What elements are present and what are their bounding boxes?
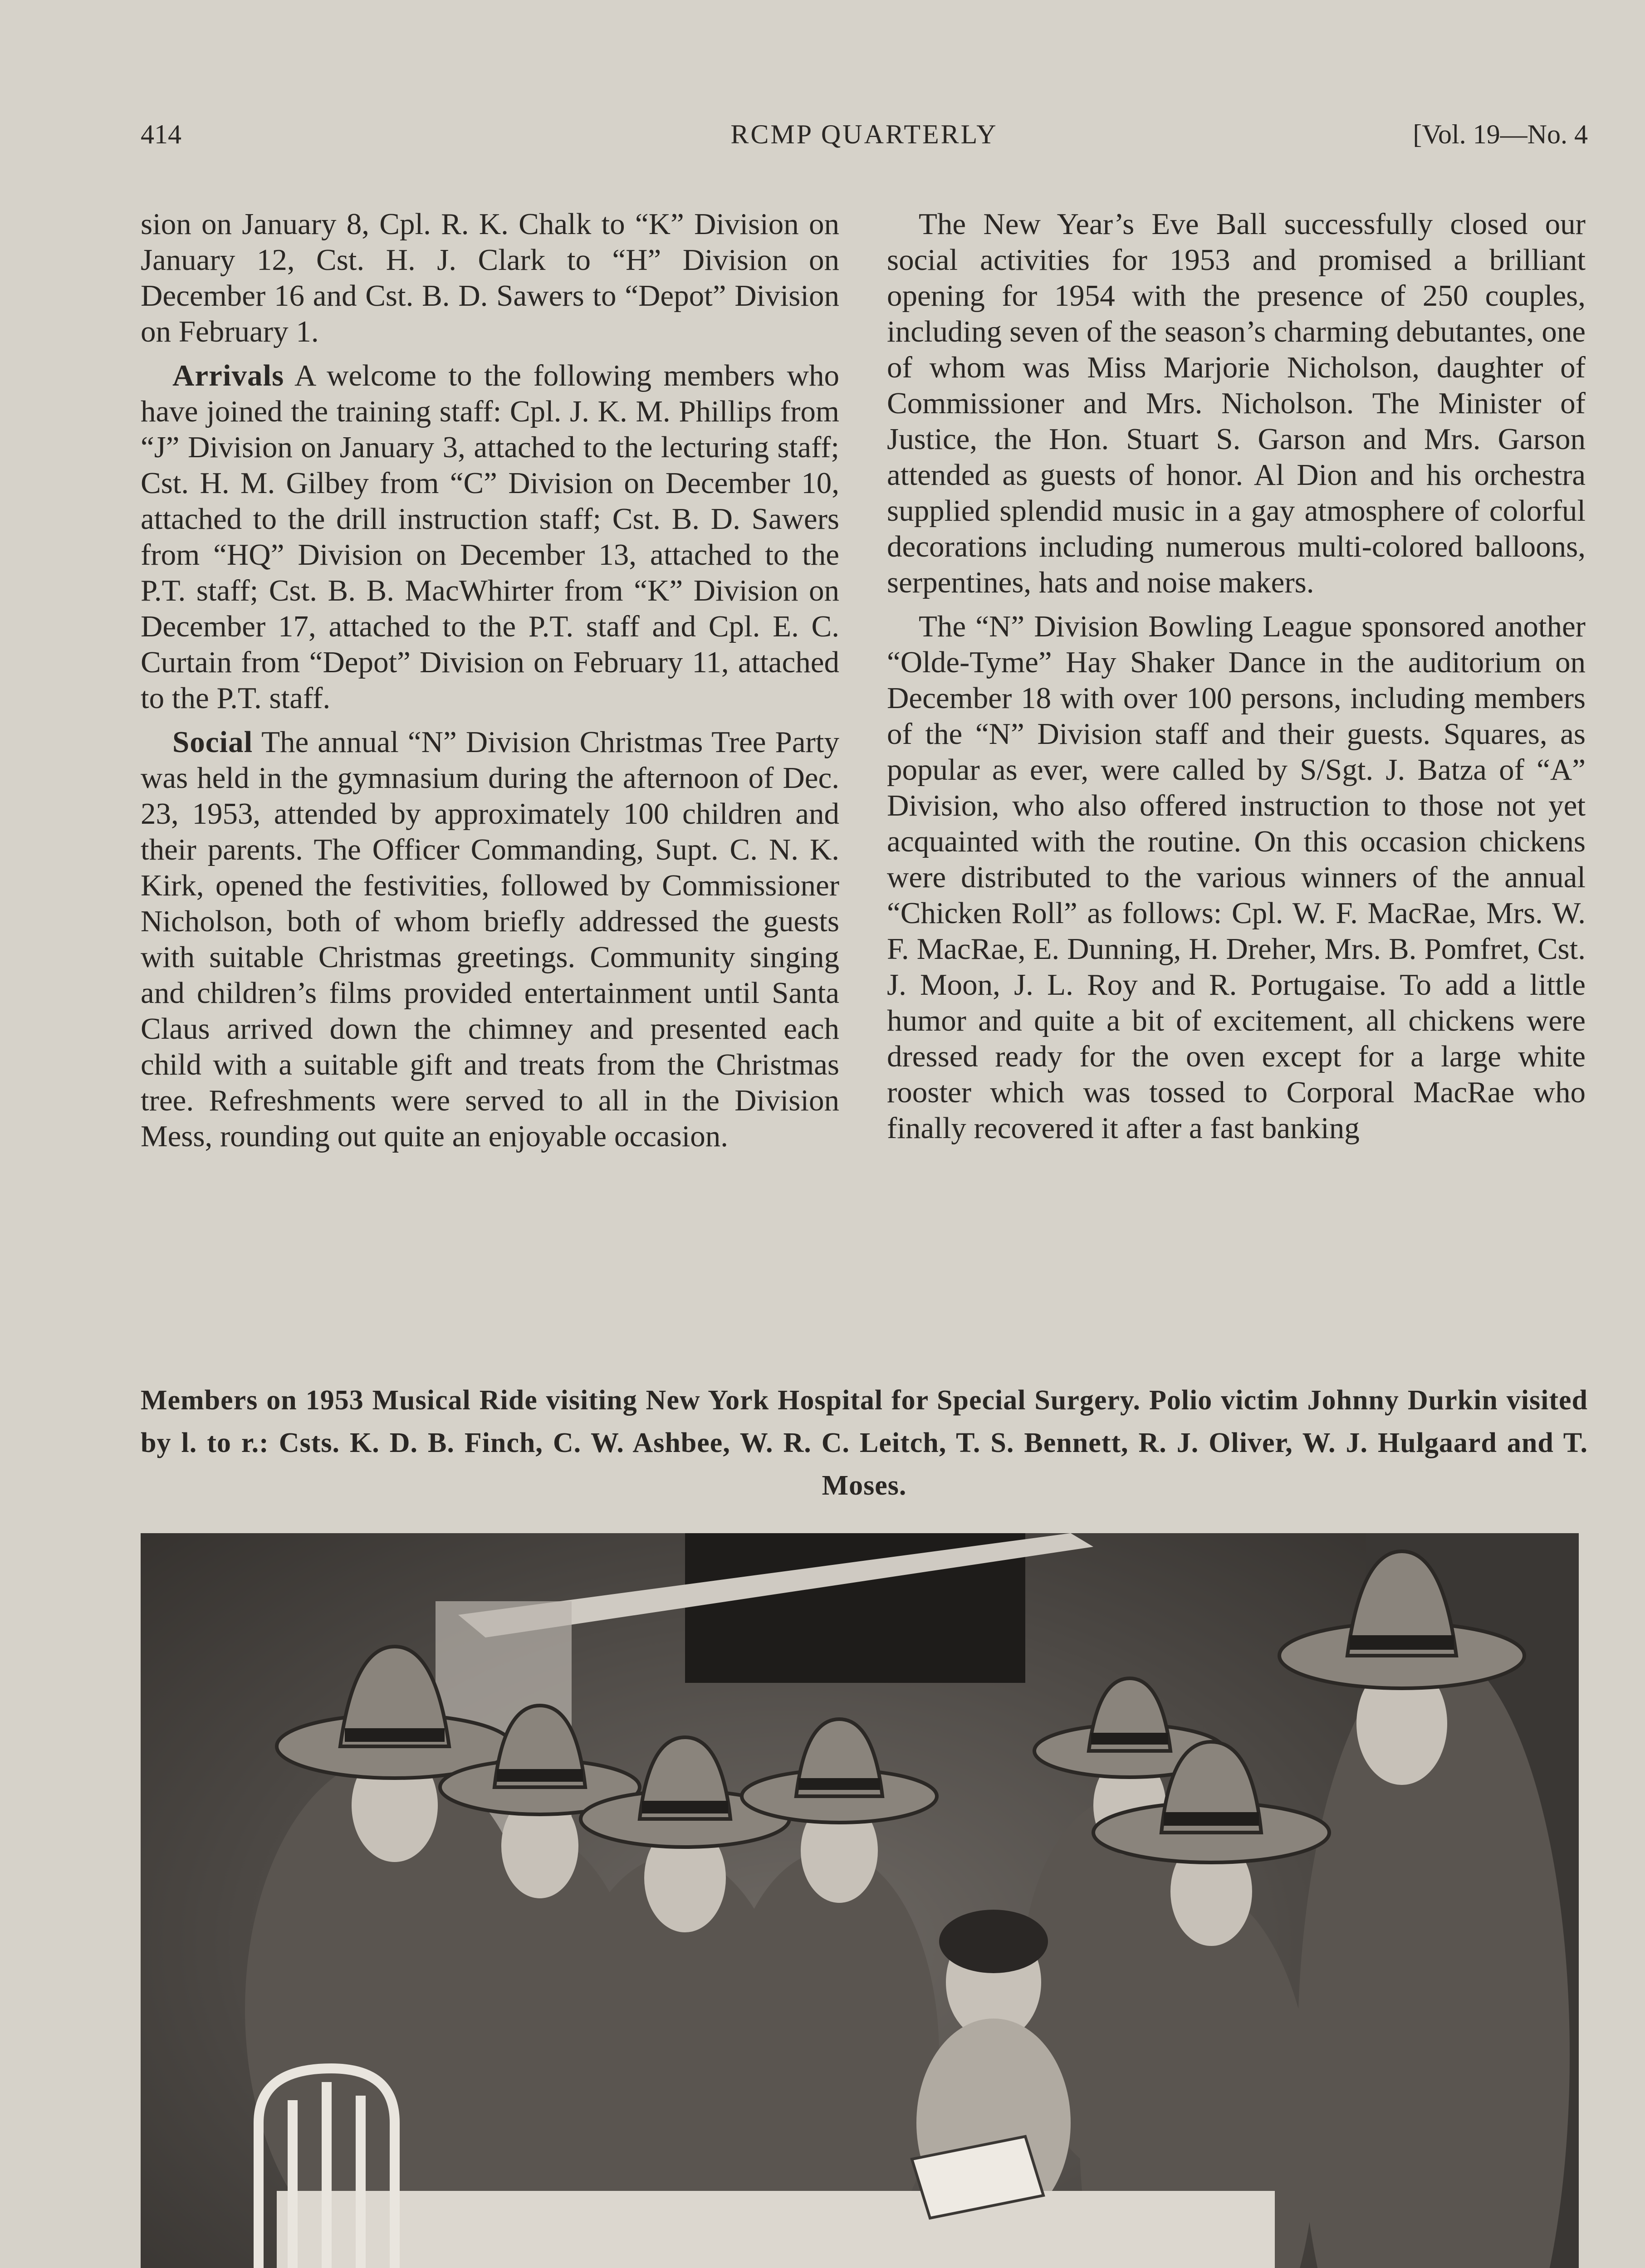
running-header — [141, 119, 1588, 160]
social-paragraph — [141, 724, 839, 1154]
arrivals-paragraph — [141, 358, 839, 716]
right-column — [887, 206, 1586, 1345]
photo-caption: Members on 1953 Musical Ride visiting New York Hospital for Special Surgery. Polio victim Johnny Durkin visited by l. to r.: Csts. K. D. B. Finch, C. W. Ashbee, W. R. C. Leitch, T. S. Bennett, R. J. Oliver, W. J. Hulgaard and T. Moses. — [141, 1385, 1588, 1501]
paragraph-continued: sion on January 8, Cpl. R. K. Chalk to “K” Division on January 12, Cst. H. J. Clark to “H” Division on December 16 and Cst. B. D. Sawers to “Depot” Division on February 1. — [141, 207, 839, 348]
photo-illustration — [141, 1533, 1579, 2268]
hay-shaker-dance-paragraph: The “N” Division Bowling League sponsored another “Olde-Tyme” Hay Shaker Dance in the auditorium on December 18 with over 100 persons, including members of the “N” Division staff and their guests. Squares, as popular as ever, were called by S/Sgt. J. Batza of “A” Division, who also offered instruction to those not yet acquainted with the routine. On this occasion chickens were distributed to the various winners of the annual “Chicken Roll” as follows: Cpl. W. F. MacRae, Mrs. W. F. MacRae, E. Dunning, H. Dreher, Mrs. B. Pomfret, Cst. J. Moon, J. L. Roy and R. Portugaise. To add a little humor and quite a bit of excitement, all chickens were dressed ready for the oven except for a large white rooster which was tossed to Corporal MacRae who finally recovered it after a fast banking — [887, 610, 1586, 1145]
volume-issue: [Vol. 19—No. 4 — [1413, 119, 1588, 149]
social-heading: Social — [172, 725, 253, 759]
journal-title: RCMP QUARTERLY — [730, 119, 998, 149]
left-column — [141, 206, 839, 1345]
social-text: The annual “N” Division Christmas Tree Party was held in the gymnasium during the afternoon of Dec. 23, 1953, attended by approximately 100 children and their parents. The Officer Commanding, Supt. C. N. K. Kirk, opened the festivities, followed by Commissioner Nicholson, both of whom briefly addressed the guests with suitable Christmas greetings. Community singing and children’s films provided entertainment until Santa Claus arrived down the chimney and presented each child with a suitable gift and treats from the Christmas tree. Refreshments were served to all in the Division Mess, rounding out quite an enjoyable occasion. — [141, 725, 839, 1153]
arrivals-heading: Arrivals — [172, 359, 284, 392]
photograph — [141, 1533, 1579, 2268]
new-years-ball-paragraph: The New Year’s Eve Ball successfully closed our social activities for 1953 and promised a brilliant opening for 1954 with the presence of 250 couples, including seven of the season’s charming debutantes, one of whom was Miss Marjorie Nicholson, daughter of Commissioner and Mrs. Nicholson. The Minister of Justice, the Hon. Stuart S. Garson and Mrs. Garson attended as guests of honor. Al Dion and his orchestra supplied splendid music in a gay atmosphere of colorful decorations including numerous multi-colored balloons, serpentines, hats and noise makers. — [887, 207, 1586, 599]
page-number: 414 — [141, 119, 181, 149]
arrivals-text: A welcome to the following members who have joined the training staff: Cpl. J. K. M. Phillips from “J” Division on January 3, attached to the lecturing staff; Cst. H. M. Gilbey from “C” Division on December 10, attached to the drill instruction staff; Cst. B. D. Sawers from “HQ” Division on December 13, attached to the P.T. staff; Cst. B. B. MacWhirter from “K” Division on December 17, attached to the P.T. staff and Cpl. E. C. Curtain from “Depot” Division on February 11, attached to the P.T. staff. — [141, 359, 839, 715]
